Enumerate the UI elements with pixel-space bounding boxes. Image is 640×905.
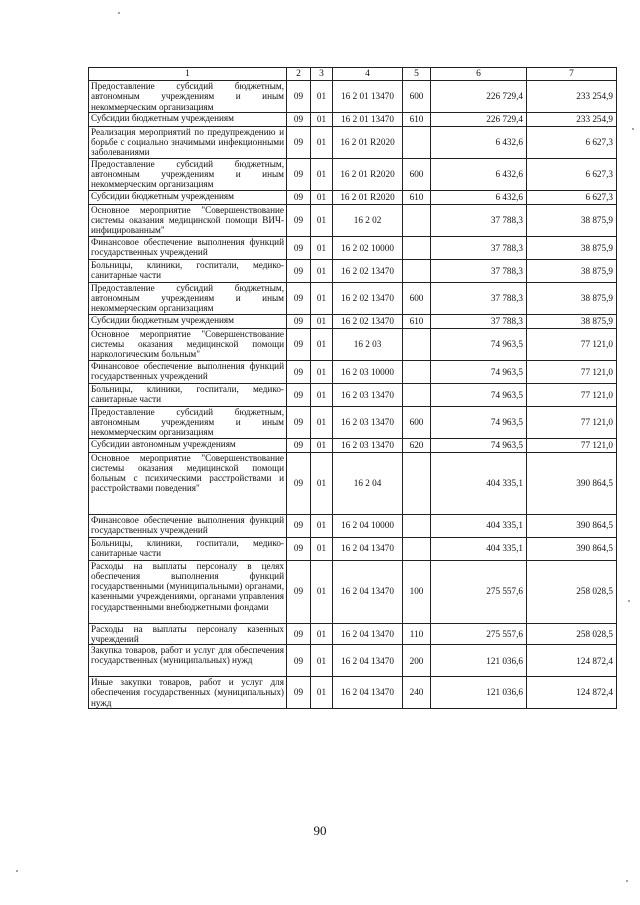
subsection-cell: 01 (311, 282, 333, 314)
value-col6-cell: 226 729,4 (431, 81, 527, 113)
expense-type-cell (403, 259, 431, 282)
subsection-cell: 01 (311, 81, 333, 113)
row-name-cell: Субсидии бюджетным учреждениям (89, 112, 287, 126)
section-cell: 09 (287, 677, 311, 709)
section-cell: 09 (287, 383, 311, 406)
header-cell: 3 (311, 68, 333, 81)
subsection-cell: 01 (311, 236, 333, 259)
section-cell: 09 (287, 560, 311, 623)
value-col7-cell: 258 028,5 (527, 560, 617, 623)
value-col7-cell: 77 121,0 (527, 438, 617, 452)
subsection-cell: 01 (311, 360, 333, 383)
expense-type-cell (403, 537, 431, 560)
subsection-cell: 01 (311, 158, 333, 190)
row-name-cell: Субсидии бюджетным учреждениям (89, 314, 287, 328)
subsection-cell: 01 (311, 328, 333, 360)
target-article-cell: 16 2 01 R2020 (333, 190, 403, 204)
subsection-cell: 01 (311, 537, 333, 560)
expense-type-cell (403, 383, 431, 406)
row-name-cell: Основное мероприятие "Совершенствование системы оказания медицинской помощи ВИЧ-инфицированным" (89, 204, 287, 236)
target-article-cell: 16 2 04 13470 (333, 560, 403, 623)
target-article-cell: 16 2 03 13470 (333, 406, 403, 438)
expense-type-cell (403, 452, 431, 514)
value-col6-cell: 275 557,6 (431, 560, 527, 623)
section-cell: 09 (287, 438, 311, 452)
header-cell: 2 (287, 68, 311, 81)
table-row (89, 537, 617, 560)
table-row (89, 452, 617, 514)
row-name-cell: Предоставление субсидий бюджетным, автономным учреждениям и иным некоммерческим организациям (89, 158, 287, 190)
section-cell: 09 (287, 328, 311, 360)
target-article-cell: 16 2 04 13470 (333, 623, 403, 645)
value-col6-cell: 404 335,1 (431, 452, 527, 514)
value-col7-cell: 6 627,3 (527, 190, 617, 204)
value-col6-cell: 226 729,4 (431, 112, 527, 126)
subsection-cell: 01 (311, 406, 333, 438)
expense-type-cell: 610 (403, 112, 431, 126)
row-name-cell: Финансовое обеспечение выполнения функций государственных учреждений (89, 514, 287, 537)
value-col6-cell: 121 036,6 (431, 645, 527, 677)
target-article-cell: 16 2 03 (333, 328, 403, 360)
value-col7-cell: 77 121,0 (527, 360, 617, 383)
subsection-cell: 01 (311, 190, 333, 204)
value-col6-cell: 74 963,5 (431, 328, 527, 360)
section-cell: 09 (287, 126, 311, 158)
section-cell: 09 (287, 623, 311, 645)
section-cell: 09 (287, 537, 311, 560)
value-col7-cell: 390 864,5 (527, 514, 617, 537)
value-col7-cell: 38 875,9 (527, 236, 617, 259)
section-cell: 09 (287, 282, 311, 314)
row-name-cell: Больницы, клиники, госпитали, медико-санитарные части (89, 259, 287, 282)
expense-type-cell: 200 (403, 645, 431, 677)
target-article-cell: 16 2 04 13470 (333, 677, 403, 709)
target-article-cell: 16 2 01 13470 (333, 81, 403, 113)
section-cell: 09 (287, 204, 311, 236)
table-row (89, 282, 617, 314)
value-col7-cell: 77 121,0 (527, 406, 617, 438)
subsection-cell: 01 (311, 438, 333, 452)
table-row (89, 406, 617, 438)
table-header-row (89, 68, 617, 81)
expense-type-cell: 600 (403, 158, 431, 190)
table-row (89, 438, 617, 452)
section-cell: 09 (287, 259, 311, 282)
row-name-cell: Реализация мероприятий по предупреждению и борьбе с социально значимыми инфекционными заболеваниями (89, 126, 287, 158)
table-row (89, 645, 617, 677)
section-cell: 09 (287, 406, 311, 438)
target-article-cell: 16 2 02 10000 (333, 236, 403, 259)
scan-speck (628, 600, 630, 602)
expense-type-cell (403, 126, 431, 158)
value-col7-cell: 38 875,9 (527, 314, 617, 328)
section-cell: 09 (287, 314, 311, 328)
value-col7-cell: 6 627,3 (527, 158, 617, 190)
scan-speck (16, 870, 18, 872)
value-col6-cell: 121 036,6 (431, 677, 527, 709)
value-col6-cell: 37 788,3 (431, 236, 527, 259)
table-row (89, 204, 617, 236)
target-article-cell: 16 2 02 13470 (333, 282, 403, 314)
expense-type-cell (403, 236, 431, 259)
header-cell: 5 (403, 68, 431, 81)
expense-type-cell (403, 360, 431, 383)
expense-type-cell: 110 (403, 623, 431, 645)
table-row (89, 677, 617, 709)
table-row (89, 81, 617, 113)
target-article-cell: 16 2 03 10000 (333, 360, 403, 383)
expense-type-cell: 100 (403, 560, 431, 623)
subsection-cell: 01 (311, 204, 333, 236)
row-name-cell: Больницы, клиники, госпитали, медико-санитарные части (89, 383, 287, 406)
expense-type-cell: 600 (403, 81, 431, 113)
section-cell: 09 (287, 452, 311, 514)
table-row (89, 314, 617, 328)
value-col6-cell: 404 335,1 (431, 514, 527, 537)
header-cell: 6 (431, 68, 527, 81)
expense-type-cell (403, 204, 431, 236)
section-cell: 09 (287, 514, 311, 537)
page-number: 90 (313, 823, 327, 838)
expense-type-cell: 610 (403, 190, 431, 204)
section-cell: 09 (287, 112, 311, 126)
row-name-cell: Предоставление субсидий бюджетным, автономным учреждениям и иным некоммерческим организациям (89, 406, 287, 438)
row-name-cell: Предоставление субсидий бюджетным, автономным учреждениям и иным некоммерческим организациям (89, 282, 287, 314)
value-col7-cell: 38 875,9 (527, 204, 617, 236)
scan-speck (118, 12, 120, 14)
section-cell: 09 (287, 645, 311, 677)
value-col6-cell: 37 788,3 (431, 259, 527, 282)
value-col7-cell: 390 864,5 (527, 537, 617, 560)
target-article-cell: 16 2 04 13470 (333, 645, 403, 677)
expense-type-cell: 620 (403, 438, 431, 452)
row-name-cell: Основное мероприятие "Совершенствование системы оказания медицинской помощи наркологическим больным" (89, 328, 287, 360)
expense-type-cell: 600 (403, 406, 431, 438)
section-cell: 09 (287, 360, 311, 383)
target-article-cell: 16 2 04 13470 (333, 537, 403, 560)
budget-table (88, 67, 617, 709)
expense-type-cell: 240 (403, 677, 431, 709)
table-row (89, 190, 617, 204)
value-col6-cell: 6 432,6 (431, 158, 527, 190)
table-row (89, 560, 617, 623)
row-name-cell: Субсидии автономным учреждениям (89, 438, 287, 452)
table-row (89, 126, 617, 158)
value-col7-cell: 124 872,4 (527, 677, 617, 709)
expense-type-cell: 610 (403, 314, 431, 328)
value-col7-cell: 124 872,4 (527, 645, 617, 677)
row-name-cell: Субсидии бюджетным учреждениям (89, 190, 287, 204)
table-row (89, 623, 617, 645)
target-article-cell: 16 2 01 R2020 (333, 126, 403, 158)
value-col7-cell: 38 875,9 (527, 259, 617, 282)
value-col6-cell: 74 963,5 (431, 438, 527, 452)
value-col6-cell: 37 788,3 (431, 204, 527, 236)
section-cell: 09 (287, 81, 311, 113)
target-article-cell: 16 2 01 R2020 (333, 158, 403, 190)
subsection-cell: 01 (311, 677, 333, 709)
row-name-cell: Иные закупки товаров, работ и услуг для обеспечения государственных (муниципальных) нужд (89, 677, 287, 709)
subsection-cell: 01 (311, 452, 333, 514)
value-col6-cell: 74 963,5 (431, 383, 527, 406)
target-article-cell: 16 2 03 13470 (333, 383, 403, 406)
table-row (89, 158, 617, 190)
value-col6-cell: 6 432,6 (431, 126, 527, 158)
table-row (89, 259, 617, 282)
value-col7-cell: 390 864,5 (527, 452, 617, 514)
scan-speck (632, 128, 634, 130)
row-name-cell: Финансовое обеспечение выполнения функций государственных учреждений (89, 236, 287, 259)
row-name-cell: Финансовое обеспечение выполнения функций государственных учреждений (89, 360, 287, 383)
scan-speck (626, 880, 628, 882)
row-name-cell: Больницы, клиники, госпитали, медико-санитарные части (89, 537, 287, 560)
target-article-cell: 16 2 01 13470 (333, 112, 403, 126)
value-col6-cell: 37 788,3 (431, 282, 527, 314)
target-article-cell: 16 2 02 (333, 204, 403, 236)
expense-type-cell: 600 (403, 282, 431, 314)
value-col6-cell: 404 335,1 (431, 537, 527, 560)
subsection-cell: 01 (311, 560, 333, 623)
subsection-cell: 01 (311, 314, 333, 328)
subsection-cell: 01 (311, 645, 333, 677)
value-col6-cell: 37 788,3 (431, 314, 527, 328)
value-col7-cell: 233 254,9 (527, 112, 617, 126)
table-row (89, 383, 617, 406)
value-col6-cell: 275 557,6 (431, 623, 527, 645)
row-name-cell: Расходы на выплаты персоналу казенных учреждений (89, 623, 287, 645)
row-name-cell: Предоставление субсидий бюджетным, автономным учреждениям и иным некоммерческим организациям (89, 81, 287, 113)
target-article-cell: 16 2 02 13470 (333, 259, 403, 282)
value-col7-cell: 6 627,3 (527, 126, 617, 158)
subsection-cell: 01 (311, 514, 333, 537)
table-row (89, 360, 617, 383)
row-name-cell: Закупка товаров, работ и услуг для обеспечения государственных (муниципальных) нужд (89, 645, 287, 677)
section-cell: 09 (287, 158, 311, 190)
subsection-cell: 01 (311, 623, 333, 645)
table-row (89, 112, 617, 126)
header-cell: 1 (89, 68, 287, 81)
section-cell: 09 (287, 190, 311, 204)
value-col7-cell: 77 121,0 (527, 328, 617, 360)
expense-type-cell (403, 514, 431, 537)
subsection-cell: 01 (311, 126, 333, 158)
table-row (89, 514, 617, 537)
target-article-cell: 16 2 02 13470 (333, 314, 403, 328)
row-name-cell: Расходы на выплаты персоналу в целях обеспечения выполнения функций государственными (муниципальными) органами, казенными учреждениями, органами управления государственными внебюджетными фондами (89, 560, 287, 623)
subsection-cell: 01 (311, 112, 333, 126)
value-col7-cell: 258 028,5 (527, 623, 617, 645)
header-cell: 4 (333, 68, 403, 81)
table-row (89, 236, 617, 259)
header-cell: 7 (527, 68, 617, 81)
subsection-cell: 01 (311, 383, 333, 406)
value-col6-cell: 74 963,5 (431, 406, 527, 438)
row-name-cell: Основное мероприятие "Совершенствование системы оказания медицинской помощи больным с психическими расстройствами и расстройствами поведения" (89, 452, 287, 514)
target-article-cell: 16 2 04 (333, 452, 403, 514)
value-col6-cell: 74 963,5 (431, 360, 527, 383)
table-row (89, 328, 617, 360)
subsection-cell: 01 (311, 259, 333, 282)
expense-type-cell (403, 328, 431, 360)
value-col7-cell: 77 121,0 (527, 383, 617, 406)
target-article-cell: 16 2 03 13470 (333, 438, 403, 452)
section-cell: 09 (287, 236, 311, 259)
value-col7-cell: 233 254,9 (527, 81, 617, 113)
target-article-cell: 16 2 04 10000 (333, 514, 403, 537)
value-col7-cell: 38 875,9 (527, 282, 617, 314)
value-col6-cell: 6 432,6 (431, 190, 527, 204)
